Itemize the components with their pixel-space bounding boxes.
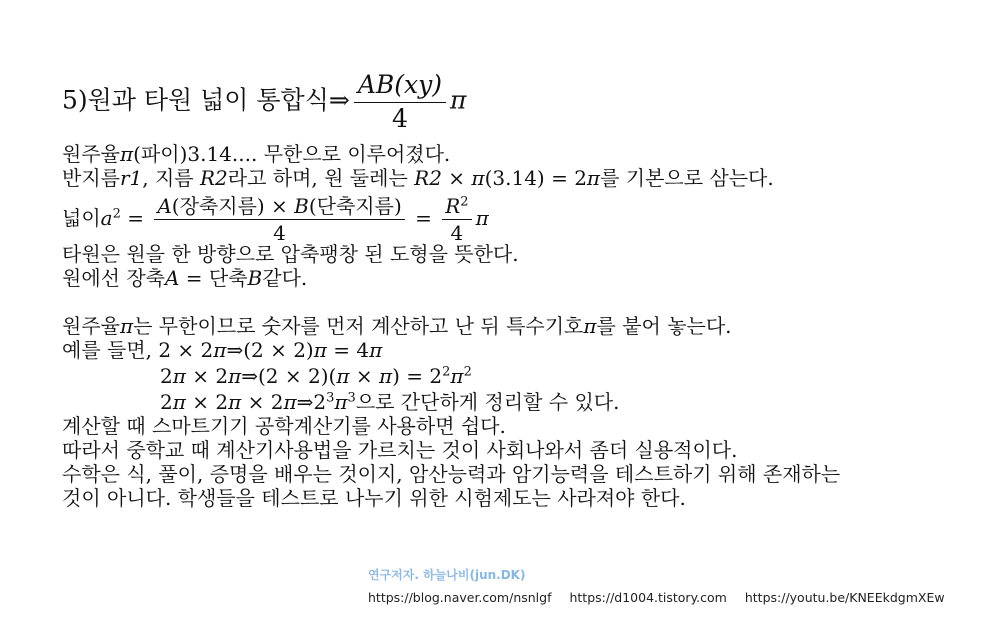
circle-area-fraction bbox=[442, 194, 471, 245]
text: ) = 2 bbox=[392, 364, 443, 388]
text: × bbox=[349, 364, 379, 388]
equals: = bbox=[120, 206, 151, 230]
pi-symbol: π bbox=[228, 390, 242, 414]
minor-axis-symbol: B bbox=[247, 266, 263, 290]
tistory-link[interactable]: https://d1004.tistory.com bbox=[569, 590, 727, 605]
pi-symbol: π bbox=[378, 364, 393, 388]
text: 예를 들면, 2 × 2 bbox=[62, 338, 214, 362]
text: × 2 bbox=[241, 390, 284, 414]
text: 넓이 bbox=[62, 206, 101, 230]
area-symbol: a bbox=[100, 206, 113, 230]
pi-symbol: π bbox=[283, 390, 297, 414]
text: ⇒(2 × 2)( bbox=[241, 364, 337, 388]
text: (단축지름) bbox=[308, 194, 402, 218]
text: , 지름 bbox=[142, 166, 200, 190]
fraction-numerator bbox=[154, 194, 404, 220]
ellipse-definition-line: 타원은 원을 한 방향으로 압축팽창 된 도형을 뜻한다. bbox=[62, 242, 519, 266]
text: = 4 bbox=[326, 338, 370, 362]
exponent: 3 bbox=[347, 390, 356, 406]
title-fraction bbox=[354, 70, 446, 134]
pi-symbol: π bbox=[172, 364, 186, 388]
major-axis-symbol: A bbox=[164, 266, 180, 290]
text: × 2 bbox=[185, 390, 229, 414]
text: 는 무한이므로 숫자를 먼저 계산하고 난 뒤 특수기호 bbox=[133, 314, 584, 338]
text: 2 bbox=[160, 390, 173, 414]
circumference-line bbox=[62, 166, 774, 190]
area-formula-line bbox=[62, 190, 489, 246]
exponent: 2 bbox=[112, 206, 121, 222]
text: (3.14) = 2 bbox=[484, 166, 587, 190]
text: 라고 하며, 원 둘레는 bbox=[227, 166, 415, 190]
title-fraction-numerator: AB(xy) bbox=[354, 70, 446, 103]
title bbox=[62, 70, 466, 134]
text: 같다. bbox=[262, 266, 308, 290]
exam-system-line: 것이 아니다. 학생들을 테스트로 나누기 위한 시험제도는 사라져야 한다. bbox=[62, 486, 686, 510]
text: (파이)3.14.... 무한으로 이루어졌다. bbox=[133, 142, 451, 166]
exponent: 2 bbox=[442, 364, 451, 380]
diameter-symbol: R bbox=[445, 194, 461, 218]
math-purpose-line: 수학은 식, 풀이, 증명을 배우는 것이지, 암산능력과 암기능력을 테스트하기 위해 존재하는 bbox=[62, 462, 841, 486]
text: (장축지름) × bbox=[171, 194, 295, 218]
text: 반지름 bbox=[62, 166, 120, 190]
major-axis-symbol: A bbox=[157, 194, 172, 218]
fraction-denominator: 4 bbox=[450, 221, 464, 245]
pi-symbol: π bbox=[213, 338, 227, 362]
exponent: 2 bbox=[460, 194, 469, 210]
minor-axis-symbol: B bbox=[294, 194, 309, 218]
footer-links bbox=[368, 590, 959, 605]
pi-symbol: π bbox=[475, 206, 489, 230]
pi-symbol: π bbox=[228, 364, 242, 388]
text: 으로 간단하게 정리할 수 있다. bbox=[355, 390, 620, 414]
text: ⇒2 bbox=[296, 390, 327, 414]
text: ⇒(2 × 2) bbox=[226, 338, 314, 362]
radius-symbol: r1 bbox=[119, 166, 143, 190]
pi-symbol: π bbox=[586, 166, 601, 190]
pi-symbol: π bbox=[172, 390, 186, 414]
text: 를 붙어 놓는다. bbox=[596, 314, 732, 338]
text: × 2 bbox=[185, 364, 229, 388]
pi-definition-line bbox=[62, 142, 450, 166]
pi-symbol: π bbox=[334, 390, 348, 414]
exponent: 2 bbox=[463, 364, 472, 380]
exponent: 3 bbox=[326, 390, 335, 406]
pi-symbol: π bbox=[471, 166, 485, 190]
text: = 단축 bbox=[179, 266, 248, 290]
example-line-3 bbox=[160, 390, 619, 414]
text: 를 기본으로 삼는다. bbox=[600, 166, 774, 190]
blog-link[interactable]: https://blog.naver.com/nsnlgf bbox=[368, 590, 552, 605]
author-credit: 연구저자. 하늘나비(jun.DK) bbox=[368, 568, 526, 582]
calculator-line: 계산할 때 스마트기기 공학계산기를 사용하면 쉽다. bbox=[62, 414, 506, 438]
pi-symbol: π bbox=[369, 338, 383, 362]
youtube-link[interactable]: https://youtu.be/KNEEkdgmXEw bbox=[744, 590, 945, 605]
example-line-1 bbox=[62, 338, 382, 362]
pi-symbol: π bbox=[119, 314, 134, 338]
title-fraction-denominator: 4 bbox=[391, 104, 408, 133]
text: 원주율 bbox=[62, 142, 120, 166]
pi-symbol: π bbox=[583, 314, 597, 338]
example-line-2 bbox=[160, 364, 472, 388]
pi-symbol: π bbox=[119, 142, 134, 166]
text: 2 bbox=[160, 364, 173, 388]
text: 원에선 장축 bbox=[62, 266, 165, 290]
pi-symbol: π bbox=[336, 364, 350, 388]
title-pi: π bbox=[449, 85, 467, 115]
ellipse-area-fraction bbox=[154, 194, 404, 245]
text: 원주율 bbox=[62, 314, 120, 338]
diameter-symbol: R2 bbox=[414, 166, 442, 190]
title-prefix: 5)원과 타원 넓이 통합식⇒ bbox=[62, 85, 350, 115]
education-line: 따라서 중학교 때 계산기사용법을 가르치는 것이 사회나와서 좀더 실용적이다. bbox=[62, 438, 738, 462]
pi-usage-line bbox=[62, 314, 732, 338]
fraction-numerator bbox=[442, 194, 471, 220]
pi-symbol: π bbox=[450, 364, 464, 388]
equals: = bbox=[408, 206, 439, 230]
fraction-denominator: 4 bbox=[273, 221, 286, 245]
circle-axes-line bbox=[62, 266, 307, 290]
text: × bbox=[441, 166, 472, 190]
pi-symbol: π bbox=[313, 338, 327, 362]
diameter-symbol: R2 bbox=[199, 166, 228, 190]
